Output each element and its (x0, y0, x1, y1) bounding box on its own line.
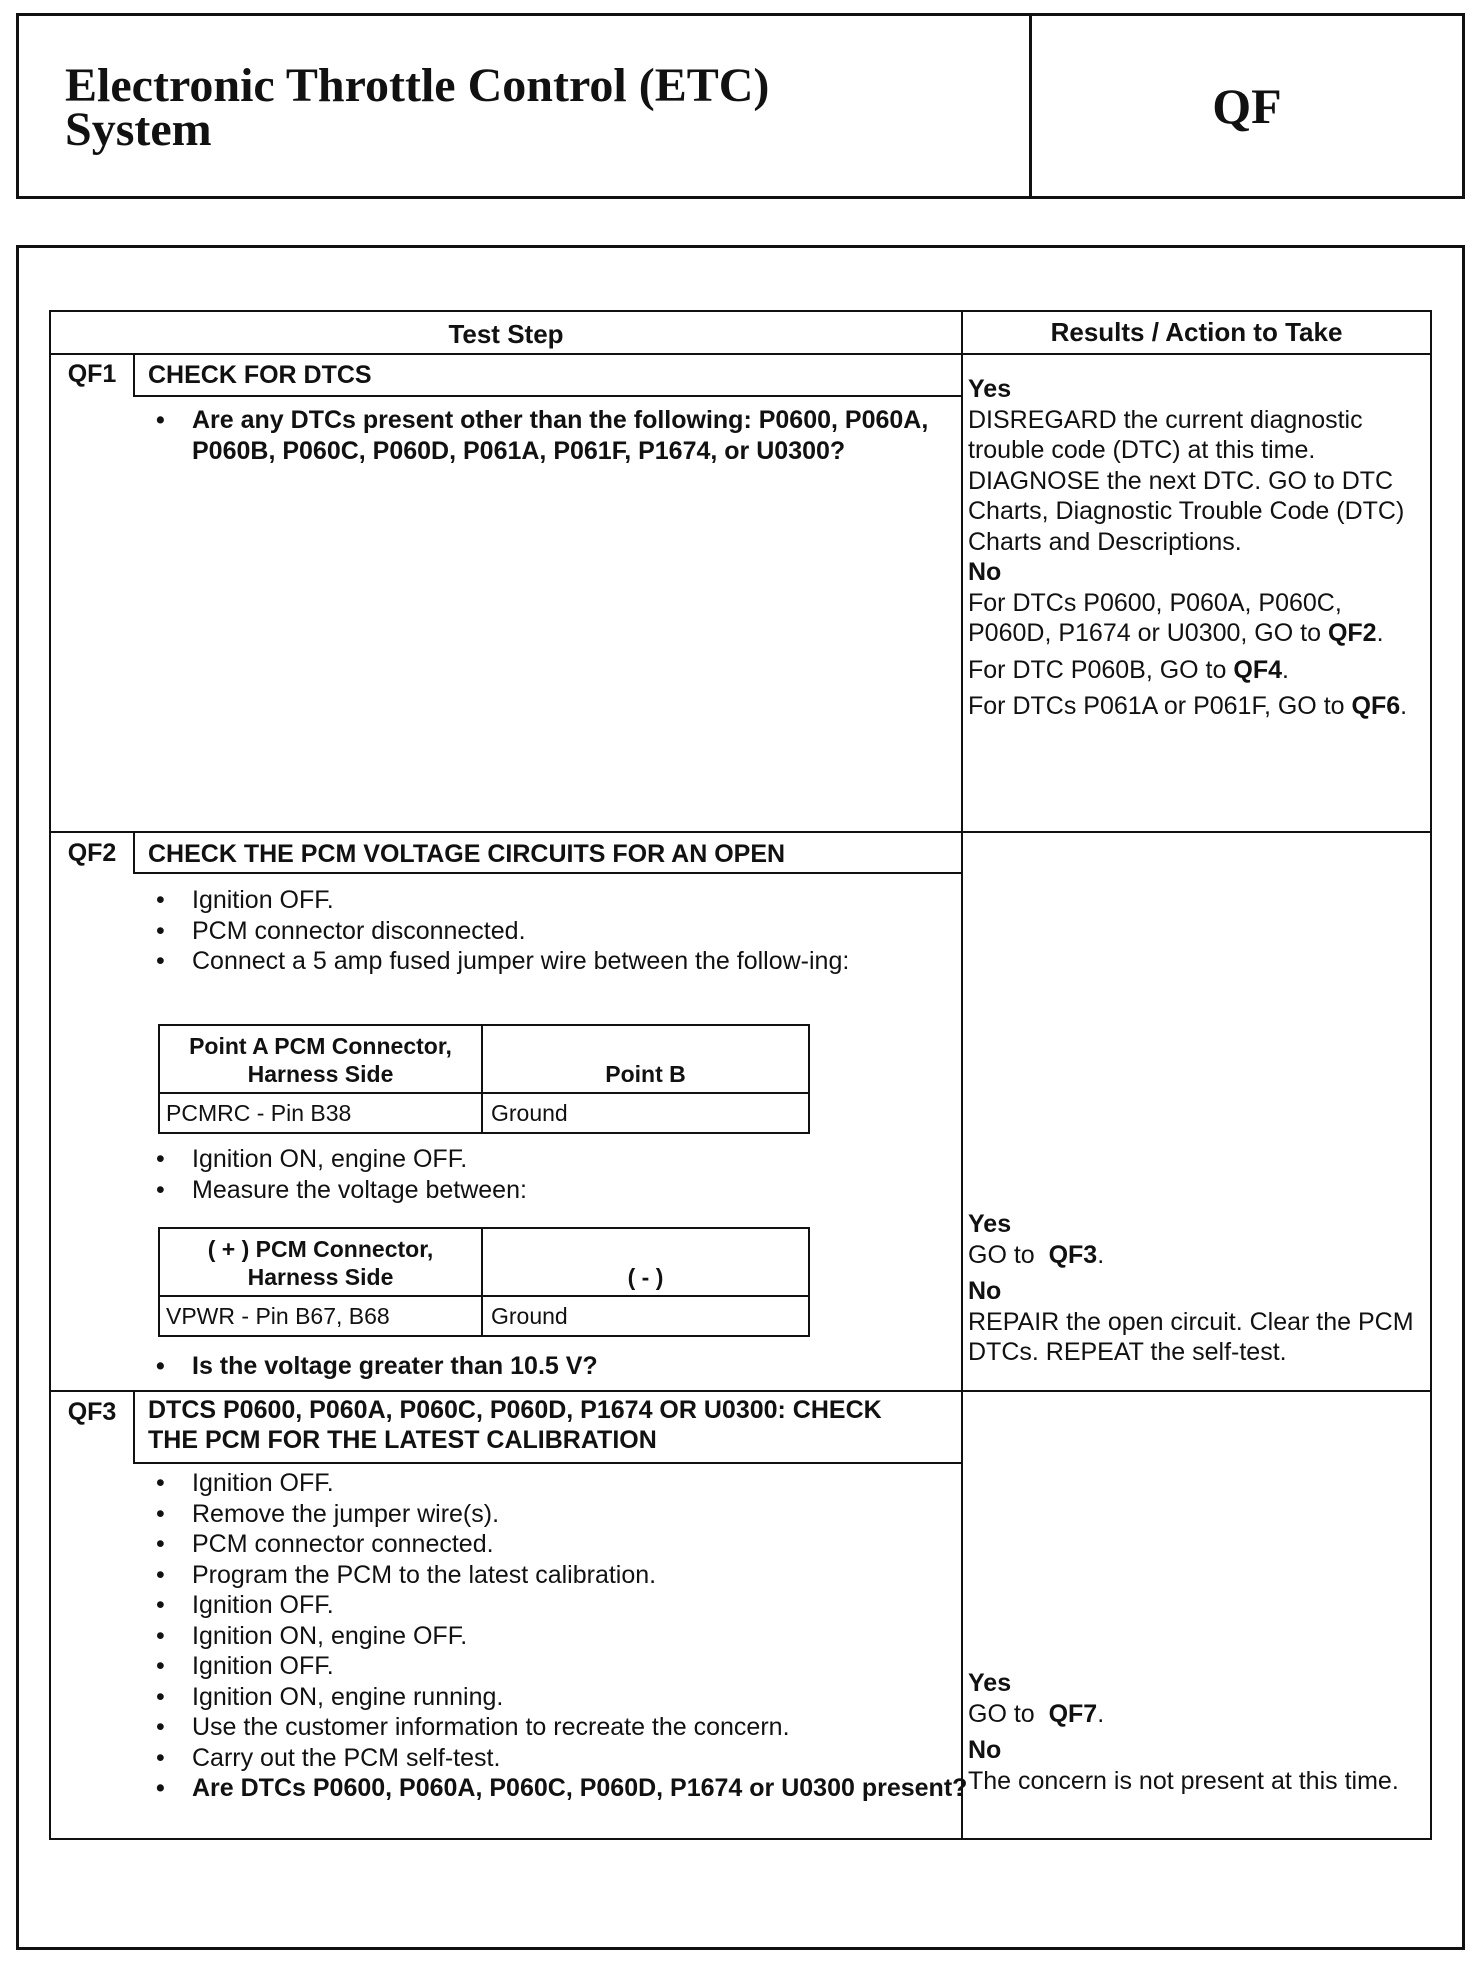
step-title-qf1: CHECK FOR DTCS (148, 361, 372, 389)
qf3-yes-label: Yes (968, 1669, 1012, 1697)
qf3-no-label: No (968, 1736, 1002, 1764)
jumper-cell-b: Ground (491, 1100, 568, 1126)
page-header (16, 13, 1465, 199)
qf3-step: • Remove the jumper wire(s). (148, 1499, 968, 1530)
qf2-yes: GO to QF3. (968, 1240, 1105, 1269)
qf3-step: • Ignition ON, engine running. (148, 1682, 968, 1713)
qf3-no-text: The concern is not present at this time. (968, 1766, 1399, 1795)
title-line-1: Electronic Throttle Control (ETC) (65, 59, 770, 112)
row-rule (51, 831, 1430, 833)
qf1-no-ref2: QF4 (1233, 655, 1282, 684)
sub-row-divider (160, 1295, 808, 1297)
header-rule (51, 353, 1430, 355)
qf3-yes-ref: QF7 (1048, 1699, 1098, 1728)
qf2-question: • Is the voltage greater than 10.5 V? (148, 1351, 968, 1382)
qf1-no-1: For DTCs P0600, P060A, P060C, P060D, P1674 or U0300, GO to QF2. (968, 588, 1384, 647)
step-id-qf2: QF2 (67, 839, 117, 867)
title-rule (133, 1462, 961, 1464)
qf2-no-text: REPAIR the open circuit. Clear the PCM DTCs. REPEAT the self-test. (968, 1307, 1414, 1366)
qf2-steps-b (148, 1144, 968, 1205)
qf2-question-list (148, 1351, 968, 1382)
step-title-qf2: CHECK THE PCM VOLTAGE CIRCUITS FOR AN OPEN (148, 840, 786, 868)
id-divider (133, 353, 135, 395)
qf3-step: • Program the PCM to the latest calibration. (148, 1560, 968, 1591)
qf3-step: • Ignition OFF. (148, 1468, 968, 1499)
qf1-no-ref3: QF6 (1351, 692, 1401, 720)
qf2-steps-a (148, 885, 968, 977)
qf3-steps (148, 1468, 968, 1804)
page-title (65, 59, 965, 156)
qf1-no-3: For DTCs P061A or P061F, GO to QF6. (968, 692, 1408, 720)
qf2-step: • Measure the voltage between: (148, 1175, 968, 1206)
qf3-question: • Are DTCs P0600, P060A, P060C, P060D, P1674 or U0300 present? (148, 1773, 968, 1804)
measure-table (158, 1227, 810, 1337)
qf1-yes-text: DISREGARD the current diagnostic trouble code (DTC) at this time. DIAGNOSE the next DTC. GO to DTC Charts, Diagnostic Trouble Code (DTC) Charts and Descriptions. (968, 405, 1405, 556)
qf1-no-ref1: QF2 (1327, 619, 1377, 647)
title-rule (133, 395, 961, 397)
qf3-step: • Use the customer information to recreate the concern. (148, 1712, 968, 1743)
qf1-question: • Are any DTCs present other than the following: P0600, P060A, P060B, P060C, P060D, P061A, P061F, P1674, or U0300? (148, 405, 968, 466)
qf1-no-label: No (968, 558, 1002, 586)
measure-head-a: ( + ) PCM Connector, Harness Side (207, 1236, 434, 1290)
qf2-step: • Connect a 5 amp fused jumper wire between the follow-ing: (148, 946, 968, 977)
sub-row-divider (160, 1092, 808, 1094)
title-line-2: System (65, 103, 212, 156)
row-rule (51, 1390, 1430, 1392)
step-id-qf1: QF1 (67, 360, 117, 388)
id-divider (133, 1390, 135, 1464)
measure-cell-b: Ground (491, 1303, 568, 1329)
jumper-cell-a: PCMRC - Pin B38 (166, 1100, 352, 1126)
qf2-step: • Ignition OFF. (148, 885, 968, 916)
jumper-head-b: Point B (605, 1061, 686, 1087)
qf2-yes-ref: QF3 (1048, 1240, 1098, 1269)
measure-head-b: ( - ) (627, 1264, 664, 1290)
col-header-results: Results / Action to Take (1050, 317, 1343, 347)
step-id-qf3: QF3 (67, 1398, 117, 1426)
qf2-results (968, 1209, 1423, 1368)
qf3-yes: GO to QF7. (968, 1699, 1105, 1728)
qf2-step: • PCM connector disconnected. (148, 916, 968, 947)
qf1-no-2: For DTC P060B, GO to QF4. (968, 655, 1289, 684)
qf1-steps (148, 405, 968, 466)
qf2-yes-label: Yes (968, 1210, 1012, 1238)
section-code: QF (1212, 78, 1282, 134)
qf2-no-label: No (968, 1277, 1002, 1305)
qf3-results (968, 1668, 1423, 1796)
jumper-table (158, 1024, 810, 1134)
col-header-test-step: Test Step (448, 319, 564, 349)
qf2-step: • Ignition ON, engine OFF. (148, 1144, 968, 1175)
qf3-step: • Ignition OFF. (148, 1590, 968, 1621)
qf3-step: • Ignition OFF. (148, 1651, 968, 1682)
step-title-qf3: DTCS P0600, P060A, P060C, P060D, P1674 OR U0300: CHECK THE PCM FOR THE LATEST CALIBRATION (148, 1396, 882, 1454)
title-rule (133, 872, 961, 874)
id-divider (133, 831, 135, 872)
qf1-results (968, 374, 1423, 722)
qf3-step: • PCM connector connected. (148, 1529, 968, 1560)
qf3-step: • Ignition ON, engine OFF. (148, 1621, 968, 1652)
measure-cell-a: VPWR - Pin B67, B68 (166, 1303, 390, 1329)
diagnostic-table (49, 310, 1432, 1840)
jumper-head-a: Point A PCM Connector, Harness Side (189, 1033, 452, 1087)
qf3-step: • Carry out the PCM self-test. (148, 1743, 968, 1774)
qf1-yes-label: Yes (968, 375, 1012, 403)
